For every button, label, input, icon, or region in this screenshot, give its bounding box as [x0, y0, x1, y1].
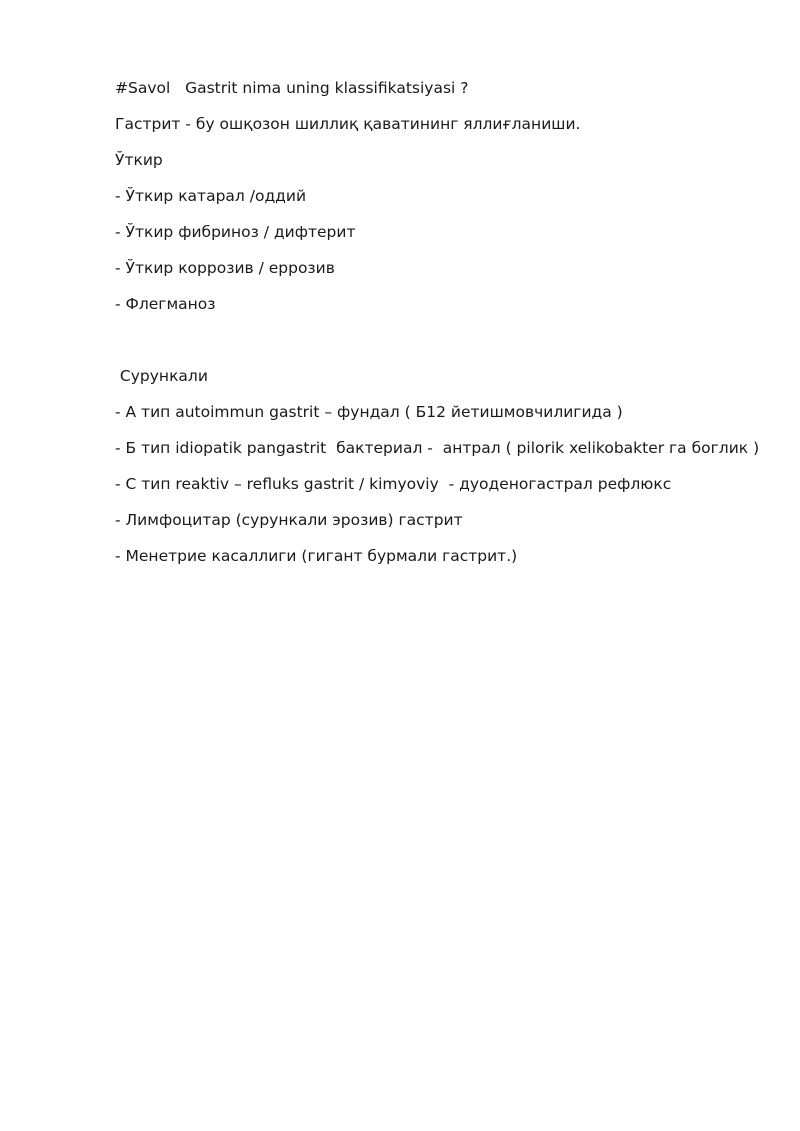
- chronic-item-type-b: - Б тип idiopatik pangastrit бактериал - антрал ( pilorik xelikobakter га боглик ): [115, 439, 760, 457]
- chronic-heading: Сурункали: [115, 367, 208, 385]
- acute-item-catarrhal: - Ўткир катарал /оддий: [115, 187, 307, 205]
- chronic-item-type-c: - С тип reaktiv – refluks gastrit / kimyoviy - дуоденогастрал рефлюкс: [115, 475, 672, 493]
- chronic-item-menetrier: - Менетрие касаллиги (гигант бурмали гастрит.): [115, 547, 518, 565]
- chronic-item-lymphocytic: - Лимфоцитар (сурункали эрозив) гастрит: [115, 511, 463, 529]
- acute-item-fibrinous: - Ўткир фибриноз / дифтерит: [115, 223, 356, 241]
- acute-heading: Ўткир: [115, 151, 163, 169]
- acute-item-phlegmonous: - Флегманоз: [115, 295, 216, 313]
- question-line: #Savol Gastrit nima uning klassifikatsiyasi ?: [115, 79, 469, 97]
- chronic-item-type-a: - А тип autoimmun gastrit – фундал ( Б12 йетишмовчилигида ): [115, 403, 623, 421]
- definition-line: Гастрит - бу ошқозон шиллиқ қаватининг яллиғланиши.: [115, 115, 581, 133]
- acute-item-corrosive: - Ўткир коррозив / еррозив: [115, 259, 335, 277]
